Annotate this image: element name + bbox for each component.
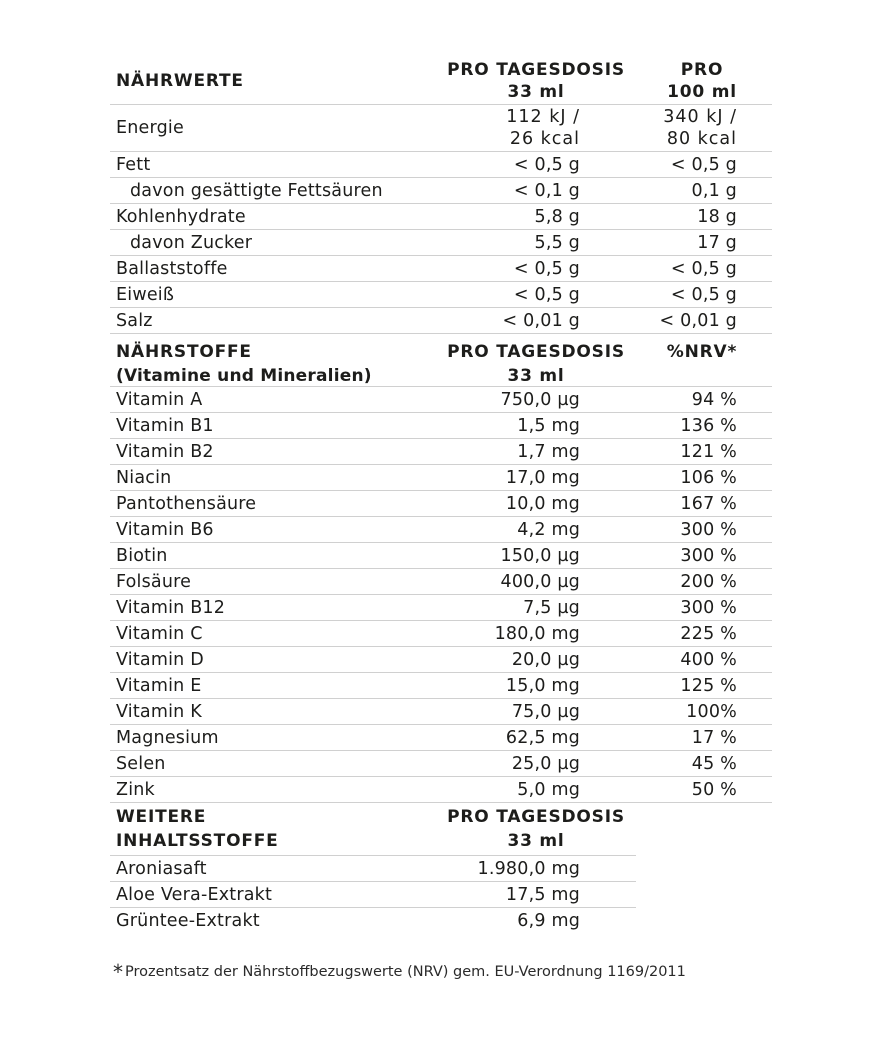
row-value-nrv: 400 % — [680, 650, 737, 670]
table-row — [110, 465, 772, 491]
table-row — [110, 282, 772, 308]
header-line: 33 ml — [507, 831, 565, 851]
energy-kcal: 26 kcal — [509, 129, 580, 149]
row-name: Ballaststoffe — [116, 259, 228, 279]
row-name: Grüntee-Extrakt — [116, 911, 260, 931]
row-value-nrv: 100% — [686, 702, 737, 722]
row-value-nrv: 300 % — [680, 598, 737, 618]
row-value-daily: < 0,5 g — [513, 285, 580, 305]
per-100ml-header — [646, 59, 758, 103]
table-row — [110, 725, 772, 751]
energy-kj: 340 kJ / — [663, 107, 737, 127]
table-row — [110, 569, 772, 595]
table-row — [110, 699, 772, 725]
energy-kj: 112 kJ / — [506, 107, 580, 127]
table-row — [110, 673, 772, 699]
row-value-daily: 1.980,0 mg — [477, 859, 580, 879]
table-row — [110, 204, 772, 230]
header-line: WEITERE — [116, 807, 207, 827]
naehrwerte-header-row — [110, 58, 772, 105]
row-value-nrv: 121 % — [680, 442, 737, 462]
table-row — [110, 256, 772, 282]
row-name: Vitamin D — [116, 650, 204, 670]
table-row — [110, 152, 772, 178]
row-name: Fett — [116, 155, 151, 175]
row-value-daily: 400,0 µg — [500, 572, 580, 592]
row-value-daily: 180,0 mg — [494, 624, 580, 644]
row-value-nrv: 45 % — [691, 754, 737, 774]
header-line: 33 ml — [507, 82, 565, 102]
weitere-rows — [110, 856, 772, 933]
header-line: PRO TAGESDOSIS — [447, 60, 625, 80]
table-row — [110, 230, 772, 256]
row-name: Folsäure — [116, 572, 192, 592]
row-value-daily: 150,0 µg — [500, 546, 580, 566]
header-line: (Vitamine und Mineralien) — [116, 366, 372, 386]
table-row — [110, 491, 772, 517]
per-daily-dose-header — [431, 805, 641, 853]
row-value-daily: 1,7 mg — [517, 442, 580, 462]
row-name: Zink — [116, 780, 155, 800]
header-line: %NRV* — [666, 342, 738, 362]
row-value-daily: 20,0 µg — [511, 650, 580, 670]
row-value-daily: 75,0 µg — [511, 702, 580, 722]
row-value-100ml: < 0,5 g — [670, 259, 737, 279]
row-name: Pantothensäure — [116, 494, 257, 514]
row-value-nrv: 225 % — [680, 624, 737, 644]
header-line: PRO TAGESDOSIS — [447, 342, 625, 362]
row-value-daily: 17,5 mg — [505, 885, 580, 905]
header-line: 33 ml — [507, 366, 565, 386]
nutrition-table — [110, 58, 772, 933]
row-value-daily: 5,8 g — [534, 207, 580, 227]
row-value-nrv: 167 % — [680, 494, 737, 514]
row-name: Biotin — [116, 546, 168, 566]
row-value-daily: 25,0 µg — [511, 754, 580, 774]
row-value-daily: 15,0 mg — [505, 676, 580, 696]
row-value-daily: 62,5 mg — [505, 728, 580, 748]
naehrstoffe-header-row — [110, 334, 772, 387]
row-name: Magnesium — [116, 728, 219, 748]
energy-kcal: 80 kcal — [666, 129, 737, 149]
row-value-daily: 5,5 g — [534, 233, 580, 253]
row-value-daily: 7,5 µg — [523, 598, 580, 618]
row-value-daily: 750,0 µg — [500, 390, 580, 410]
row-value-100ml: 18 g — [697, 207, 737, 227]
row-value-100ml: < 0,5 g — [670, 155, 737, 175]
table-row — [110, 413, 772, 439]
row-name: Vitamin B2 — [116, 442, 214, 462]
naehrstoffe-rows — [110, 387, 772, 803]
row-value-nrv: 200 % — [680, 572, 737, 592]
table-row — [110, 178, 772, 204]
row-name: davon Zucker — [130, 233, 253, 253]
header-line: PRO — [680, 60, 724, 80]
per-daily-dose-header — [431, 340, 641, 388]
footnote-text: Prozentsatz der Nährstoffbezugswerte (NRV) gem. EU-Verordnung 1169/2011 — [125, 964, 686, 980]
row-value-nrv: 17 % — [691, 728, 737, 748]
row-value-100ml: < 0,01 g — [659, 311, 737, 331]
row-name: Eiweiß — [116, 285, 175, 305]
row-value-100ml: 17 g — [697, 233, 737, 253]
row-name: Selen — [116, 754, 166, 774]
row-name: Vitamin B12 — [116, 598, 226, 618]
table-row — [110, 647, 772, 673]
row-value-100ml: < 0,5 g — [670, 285, 737, 305]
table-row — [110, 751, 772, 777]
weitere-header-row — [110, 803, 636, 856]
row-value-daily: < 0,5 g — [513, 259, 580, 279]
row-name: davon gesättigte Fettsäuren — [130, 181, 383, 201]
row-name: Vitamin B1 — [116, 416, 214, 436]
table-row — [110, 908, 636, 933]
naehrwerte-rows — [110, 152, 772, 334]
table-row — [110, 882, 636, 908]
header-line: PRO TAGESDOSIS — [447, 807, 625, 827]
nrv-header — [646, 340, 758, 364]
table-row — [110, 387, 772, 413]
table-row — [110, 621, 772, 647]
row-value-nrv: 300 % — [680, 546, 737, 566]
row-value-nrv: 106 % — [680, 468, 737, 488]
footnote-asterisk: * — [113, 960, 123, 984]
table-row — [110, 595, 772, 621]
row-value-nrv: 125 % — [680, 676, 737, 696]
row-value-daily: < 0,1 g — [513, 181, 580, 201]
row-name: Vitamin K — [116, 702, 202, 722]
naehrwerte-title: NÄHRWERTE — [116, 71, 244, 91]
row-value-daily: < 0,01 g — [502, 311, 580, 331]
row-name: Niacin — [116, 468, 172, 488]
row-value-nrv: 50 % — [691, 780, 737, 800]
row-value-daily: 10,0 mg — [505, 494, 580, 514]
table-row — [110, 856, 636, 882]
row-name: Salz — [116, 311, 153, 331]
energy-value-daily — [506, 106, 580, 150]
row-name: Vitamin C — [116, 624, 203, 644]
table-row — [110, 439, 772, 465]
energy-row — [110, 105, 772, 152]
row-value-nrv: 300 % — [680, 520, 737, 540]
energy-label: Energie — [116, 118, 184, 138]
weitere-title — [116, 805, 279, 853]
row-name: Aroniasaft — [116, 859, 207, 879]
row-value-nrv: 136 % — [680, 416, 737, 436]
row-name: Kohlenhydrate — [116, 207, 246, 227]
table-row — [110, 308, 772, 334]
row-value-daily: 17,0 mg — [505, 468, 580, 488]
per-daily-dose-header — [431, 59, 641, 103]
header-line: NÄHRSTOFFE — [116, 342, 252, 362]
row-value-daily: 4,2 mg — [517, 520, 580, 540]
row-value-100ml: 0,1 g — [691, 181, 737, 201]
row-value-daily: < 0,5 g — [513, 155, 580, 175]
header-line: 100 ml — [667, 82, 737, 102]
header-line: INHALTSSTOFFE — [116, 831, 279, 851]
row-name: Vitamin A — [116, 390, 203, 410]
energy-value-100ml — [663, 106, 737, 150]
row-value-daily: 6,9 mg — [517, 911, 580, 931]
table-row — [110, 777, 772, 803]
row-name: Vitamin E — [116, 676, 202, 696]
row-name: Vitamin B6 — [116, 520, 214, 540]
row-value-daily: 1,5 mg — [517, 416, 580, 436]
table-row — [110, 543, 772, 569]
row-value-nrv: 94 % — [691, 390, 737, 410]
footnote — [113, 960, 686, 984]
row-value-daily: 5,0 mg — [517, 780, 580, 800]
table-row — [110, 517, 772, 543]
row-name: Aloe Vera-Extrakt — [116, 885, 273, 905]
naehrstoffe-title — [116, 340, 372, 388]
